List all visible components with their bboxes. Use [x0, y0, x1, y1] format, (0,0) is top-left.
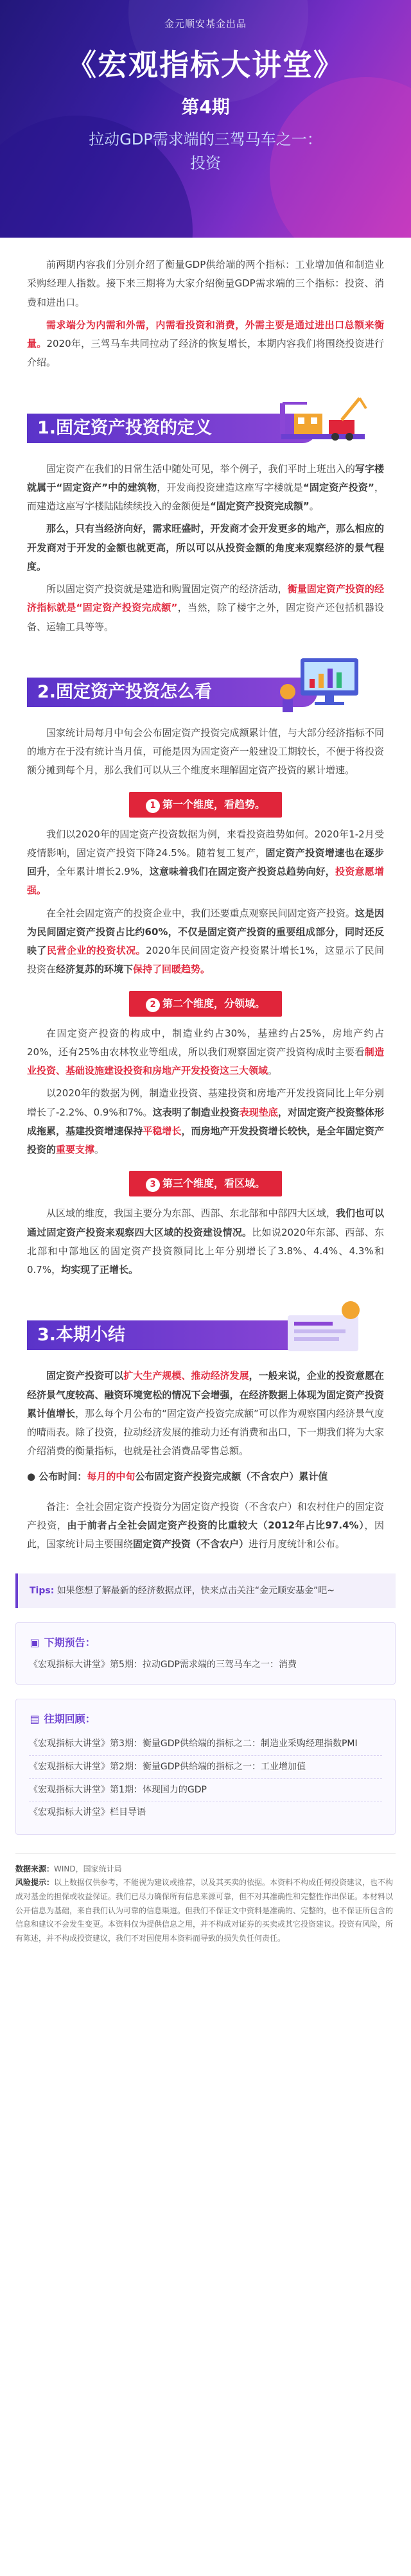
source-label: 数据来源： [15, 1864, 55, 1873]
issue-number: 第4期 [181, 96, 230, 118]
highlight-text: 扩大生产规模、推动经济发展 [123, 1370, 249, 1382]
badge-number: 1 [146, 799, 160, 813]
computer-illustration [275, 653, 371, 715]
next-issue-title [29, 1633, 382, 1652]
bold-text: ，对固定资产投资整体形成拖累，基建投资增速保持 [27, 1106, 384, 1137]
bold-text: 这意味着我们在固定资产投资总趋势向好， [149, 866, 336, 877]
risk-text: 以上数据仅供参考，不能视为建议或推荐，以及其买卖的依据。本资料不构成任何投资建议，也不构成对基金的担保或收益保证。我们已尽力确保所有信息来源可靠，但不对其准确性和完整性作出保证。本材料以公开信息为基础，来自我们认为可靠的信息渠道。但我们不保证文中资料是准确的、完整的，也不保证所包含的信息和建议不会发生变更。本资料仅为提供信息之用，并不构成对证券的买卖或其它投资建议。投资有风险，所有陈述，并不构成投资建议，我们不对因使用本资料而导致的损失负任何责任。 [15, 1878, 394, 1943]
publisher-label: 金元顺安基金出品 [164, 18, 247, 30]
risk-warning [15, 1876, 396, 1945]
bold-text: 公布固定资产投资完成额（不含农户）累计值 [135, 1470, 328, 1482]
body-text: ，而建造这座写字楼陆陆续续投入的金额便是 [27, 481, 384, 512]
page-subtitle [0, 128, 411, 175]
dimension-2-badge-wrap [27, 991, 384, 1017]
past-issue-link[interactable]: 《宏观指标大讲堂》栏目导语 [29, 1807, 146, 1818]
next-issue-label: 下期预告： [44, 1636, 96, 1649]
section-3-header [27, 1296, 384, 1358]
source-text: WIND，国家统计局 [54, 1864, 122, 1873]
tips-text: 如果您想了解最新的经济数据点评，快来点击关注“金元顺安基金”吧~ [57, 1585, 335, 1596]
tips-label: Tips: [30, 1585, 55, 1596]
release-time [27, 1468, 384, 1486]
highlight-text: 表现垫底 [239, 1106, 278, 1118]
page-title: 《宏观指标大讲堂》 [67, 48, 344, 82]
body-text: ，那么每个月公布的“固定资产投资完成额”可以作为观察国内经济景气度的晴雨表。除了投资，拉动经济发展的推动力还有消费和出口，下一期我们将为大家介绍消费的衡量指标，也就是社会消费品零售总额。 [27, 1407, 384, 1457]
s3-paragraph-1 [27, 1367, 384, 1460]
risk-label: 风险提示： [15, 1878, 55, 1888]
bold-text: 由于前者占全社会固定资产投资的比重较大（2012年占比97.4%） [67, 1520, 365, 1531]
highlight-text: 民营企业的投资状况。 [46, 945, 146, 956]
highlight-text: 制造业投资、基础设施建设投资和房地产开发投资这三大领域 [27, 1046, 384, 1076]
body-text: 备注：全社会固定资产投资分为固定资产投资（不含农户）和农村住户的固定资产投资， [27, 1500, 384, 1531]
bold-text: ，一般来说，企业的投资意愿在经济景气度较高、融资环境宽松的情况下会增强，在经济数据上体现为固定资产投资累计值增长 [27, 1370, 384, 1419]
release-label: ● 公布时间： [27, 1470, 87, 1482]
bold-text: 这是因为民间固定资产投资占比约60%，不仅是固定资产投资的重要组成部分，同时还反映了 [27, 907, 384, 956]
dimension-2-paragraph-2 [27, 1084, 384, 1159]
body-text: 2020年，三驾马车共同拉动了经济的恢复增长，本期内容我们将围绕投资进行介绍。 [27, 338, 384, 369]
bookmark-icon: ▤ [30, 1713, 40, 1726]
section-2-title: 2.固定资产投资怎么看 [27, 678, 317, 707]
body-text: 2020年民间固定资产投资累计增长1%，这显示了民间投资在 [27, 945, 384, 976]
past-issues-label: 往期回顾： [44, 1713, 96, 1726]
section-2-header [27, 653, 384, 715]
dimension-3-badge-wrap [27, 1171, 384, 1196]
subtitle-line-2: 投资 [190, 154, 221, 173]
body-text: 比如说2020年东部、西部、东北部和中部地区的固定资产投资额同比上年分别增长了3.8%、4.4%、4.3%和0.7%， [27, 1226, 384, 1275]
bold-text: 固定资产投资可以 [46, 1370, 124, 1382]
disclaimer-footer [15, 1853, 396, 1972]
dimension-1-paragraph-2 [27, 904, 384, 979]
s1-paragraph-2: 那么，只有当经济向好，需求旺盛时，开发商才会开发更多的地产，那么相应的开发商对于开发的金额也就更高，所以可以从投资金额的角度来观察经济的景气程度。 [27, 523, 384, 572]
dimension-2-badge [129, 991, 282, 1017]
past-issues-box [15, 1699, 396, 1835]
past-issue-link[interactable]: 《宏观指标大讲堂》第2期：衡量GDP供给端的指标之一：工业增加值 [29, 1756, 382, 1779]
body-text: 所以固定资产投资就是建造和购置固定资产的经济活动， [46, 583, 288, 595]
body-text: 在固定资产投资的构成中，制造业约占30%，基建约占25%，房地产约占20%，还有25%由农林牧业等组成，所以我们观察固定资产投资构成时主要看 [27, 1027, 384, 1058]
body-text: 从区域的维度，我国主要分为东部、西部、东北部和中部四大区域， [46, 1207, 336, 1220]
body-text: 我们以2020年的固定资产投资数据为例，来看投资趋势如何。2020年1-2月受疫情影响，固定资产投资下降24.5%。随着复工复产， [27, 828, 384, 859]
section-3-title: 3.本期小结 [27, 1320, 317, 1350]
bold-text: 均实现了正增长。 [61, 1264, 139, 1275]
bold-text: 我们也可以通过固定资产投资来观察四大区域的投资建设情况。 [27, 1207, 384, 1238]
past-issues-title [29, 1710, 382, 1729]
highlight-text: 平稳增长 [143, 1125, 182, 1137]
bold-text: 固定资产投资（不含农户） [133, 1538, 249, 1550]
calendar-icon: ▣ [30, 1636, 40, 1649]
next-issue-box [15, 1622, 396, 1685]
s2-intro: 国家统计局每月中旬会公布固定资产投资完成额累计值，与大部分经济指标不同的地方在于没有统计当月值，可能是因为固定资产一般建设工期较长，不便于将投资额分摊到每个月，那么我们可以从三个维度来理解固定资产投资的累计增速。 [27, 726, 384, 776]
construction-illustration [275, 389, 371, 451]
body-text: 固定资产在我们的日常生活中随处可见，举个例子，我们平时上班出入的 [46, 462, 355, 475]
intro-paragraph-2 [27, 316, 384, 372]
dimension-1-badge [129, 792, 282, 818]
dimension-2-paragraph-1 [27, 1024, 384, 1081]
body-text: 以2020年的数据为例，制造业投资、基建投资和房地产开发投资同比上年分别增长了-2.2%、0.9%和7%。 [27, 1087, 384, 1118]
s1-paragraph-3 [27, 580, 384, 636]
bold-text: 这表明了制造业投资 [152, 1106, 240, 1118]
tips-box [15, 1573, 396, 1609]
highlight-text: 投资意愿增强。 [27, 866, 384, 897]
summary-illustration [275, 1296, 371, 1358]
highlight-text: 每月的中旬 [87, 1470, 136, 1482]
bold-text: 固定资产投资增速也在逐步回升 [27, 846, 384, 877]
past-issue-link[interactable]: 《宏观指标大讲堂》第1期：体现国力的GDP [29, 1779, 382, 1802]
dimension-1-badge-wrap [27, 792, 384, 818]
bold-text: 经济复苏的环境下 [56, 963, 134, 976]
highlight-text: 衡量固定资产投资的经济指标就是“固定资产投资完成额” [27, 583, 384, 614]
dimension-1-paragraph-1 [27, 825, 384, 900]
body-text: 。 [268, 1065, 278, 1076]
data-source [15, 1862, 396, 1877]
highlight-text: 保持了回暖趋势。 [133, 963, 211, 976]
body-text: ，因此，国家统计局主要围绕 [27, 1520, 384, 1550]
page-header [0, 0, 411, 238]
bold-text: “固定资产投资” [302, 481, 374, 493]
body-text: ，全年累计增长2.9%， [46, 866, 150, 877]
s1-paragraph-1 [27, 460, 384, 516]
subtitle-line-1: 拉动GDP需求端的三驾马车之一： [89, 130, 322, 148]
bold-text: ，而房地产开发投资增长较快，是全年固定资产投资的 [27, 1125, 384, 1155]
body-text: ，当然，除了楼宇之外，固定资产还包括机器设备、运输工具等等。 [27, 602, 384, 633]
body-text: 。 [309, 500, 319, 512]
next-issue-link[interactable]: 《宏观指标大讲堂》第5期：拉动GDP需求端的三驾马车之一：消费 [29, 1660, 297, 1670]
section-1-title: 1.固定资产投资的定义 [27, 414, 317, 443]
s3-note [27, 1498, 384, 1554]
intro [27, 238, 384, 372]
bold-text: “固定资产投资完成额” [210, 500, 310, 512]
body-text: 。 [94, 1144, 105, 1155]
bold-text: 写字楼就属于“固定资产”中的建筑物 [27, 462, 384, 493]
badge-label: 第三个维度，看区域。 [162, 1177, 265, 1190]
badge-number: 3 [146, 1178, 160, 1192]
badge-label: 第一个维度，看趋势。 [162, 798, 265, 810]
body-text: 在全社会固定资产的投资企业中，我们还要重点观察民间固定资产投资。 [46, 907, 355, 919]
dimension-3-badge [129, 1171, 282, 1196]
intro-paragraph-1: 前两期内容我们分别介绍了衡量GDP供给端的两个指标：工业增加值和制造业采购经理人指数。接下来三期将为大家介绍衡量GDP需求端的三个指标：投资、消费和进出口。 [27, 259, 384, 308]
article-body [0, 238, 411, 1554]
dimension-3-paragraph-1 [27, 1204, 384, 1279]
past-issue-link[interactable]: 《宏观指标大讲堂》第3期：衡量GDP供给端的指标之二：制造业采购经理指数PMI [29, 1733, 382, 1756]
section-1-header [27, 389, 384, 451]
badge-label: 第二个维度，分领域。 [162, 997, 265, 1010]
body-text: 进行月度统计和公布。 [249, 1538, 345, 1550]
badge-number: 2 [146, 998, 160, 1012]
highlight-text: 重要支撑 [56, 1144, 95, 1155]
body-text: ，开发商投资建造这座写字楼就是 [157, 481, 303, 493]
highlight-text: 需求端分为内需和外需，内需看投资和消费，外需主要是通过进出口总额来衡量。 [27, 319, 384, 349]
